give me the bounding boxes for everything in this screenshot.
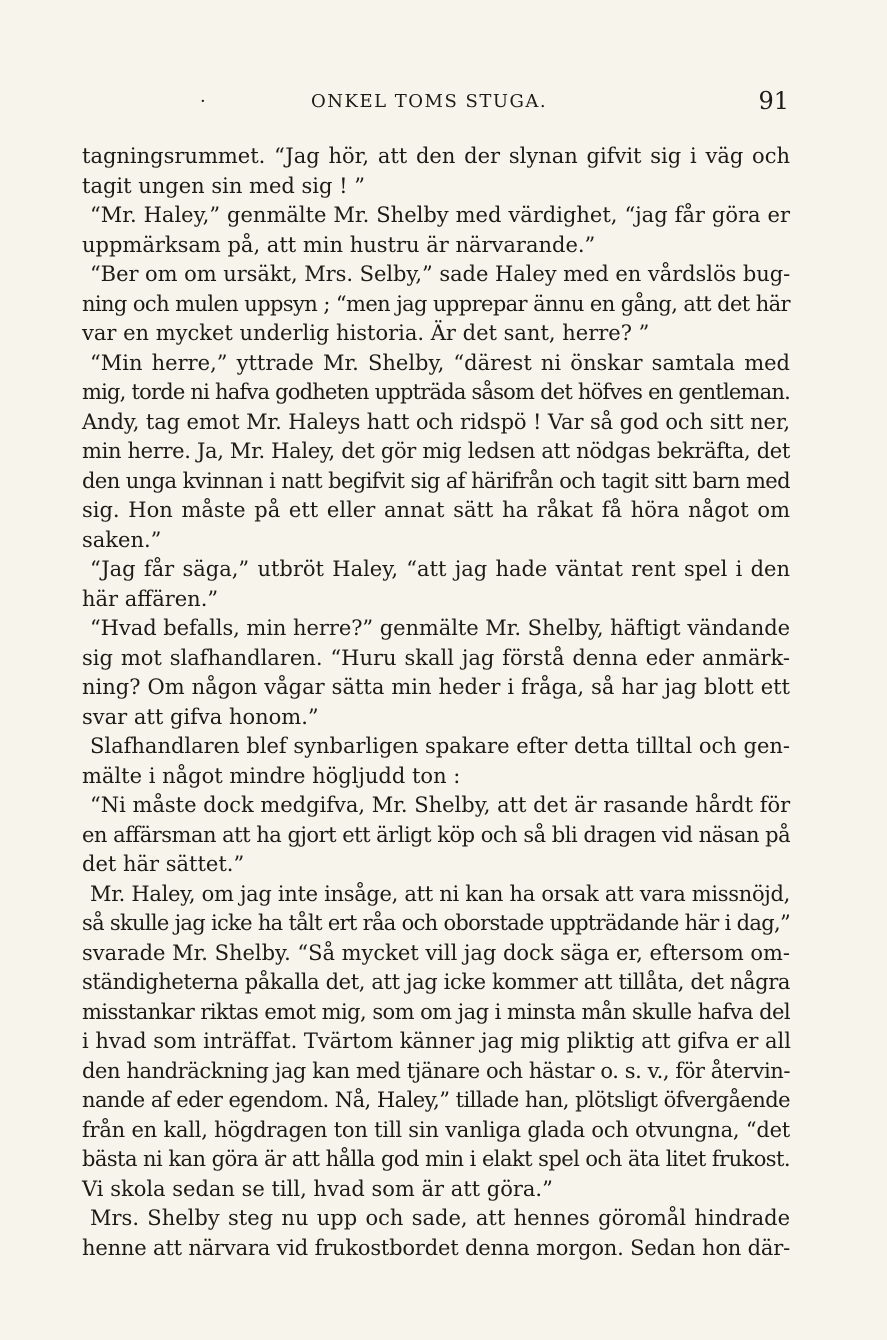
text-line: uppmärksam på, att min hustru är närvarande.”: [82, 232, 596, 257]
text-line: “Ni måste dock medgifva, Mr. Shelby, att det är rasande hårdt för: [90, 793, 791, 817]
text-line: tagningsrummet. “Jag hör, att den der slynan gifvit sig i väg och: [82, 144, 790, 168]
text-line: det här sättet.”: [82, 852, 245, 876]
text-line: ständigheterna påkalla det, att jag icke kommer att tillåta, det några: [82, 970, 790, 994]
text-line: sig. Hon måste på ett eller annat sätt ha råkat få höra något om: [82, 498, 790, 522]
text-line: henne att närvara vid frukostbordet denna morgon. Sedan hon där-: [82, 1235, 790, 1260]
text-line: Mr. Haley, om jag inte insåge, att ni kan ha orsak att vara missnöjd,: [90, 881, 790, 906]
text-line: Andy, tag emot Mr. Haleys hatt och ridspö ! Var så god och sitt ner,: [82, 409, 790, 434]
text-line: “Ber om om ursäkt, Mrs. Selby,” sade Haley med en vårdslös bug-: [90, 262, 791, 286]
text-line: var en mycket underlig historia. Är det sant, herre? ”: [82, 321, 650, 345]
page-number: 91: [758, 87, 789, 115]
text-line: min herre. Ja, Mr. Haley, det gör mig ledsen att nödgas bekräfta, det: [82, 439, 790, 463]
body-text: [82, 142, 790, 1263]
text-line: saken.”: [82, 527, 162, 552]
header-dot: ·: [200, 91, 206, 112]
text-line: mig, torde ni hafva godheten uppträda såsom det höfves en gentleman.: [82, 380, 790, 404]
text-line: ning? Om någon vågar sätta min heder i fråga, så har jag blott ett: [82, 675, 790, 699]
text-line: “Min herre,” yttrade Mr. Shelby, “därest ni önskar samtala med: [90, 350, 790, 375]
text-line: så skulle jag icke ha tålt ert råa och oborstade uppträdande här i dag,”: [82, 911, 790, 935]
text-line: Vi skola sedan se till, hvad som är att göra.”: [82, 1176, 553, 1201]
running-title: ONKEL TOMS STUGA.: [311, 91, 548, 112]
text-line: nande af eder egendom. Nå, Haley,” tillade han, plötsligt öfvergående: [82, 1088, 790, 1112]
text-line: i hvad som inträffat. Tvärtom känner jag mig pliktig att gifva er all: [82, 1029, 791, 1053]
text-line: den unga kvinnan i natt begifvit sig af härifrån och tagit sitt barn med: [82, 468, 790, 493]
page-header: [82, 89, 789, 123]
text-line: ning och mulen uppsyn ; “men jag upprepar ännu en gång, att det här: [82, 291, 790, 316]
text-line: “Jag får säga,” utbröt Haley, “att jag hade väntat rent spel i den: [90, 557, 790, 581]
text-line: här affären.”: [82, 586, 219, 611]
text-line: tagit ungen sin med sig ! ”: [82, 173, 365, 198]
text-line: bästa ni kan göra är att hålla god min i elakt spel och äta litet frukost.: [82, 1147, 790, 1171]
text-line: den handräckning jag kan med tjänare och hästar o. s. v., för återvin-: [82, 1058, 790, 1083]
text-line: Mrs. Shelby steg nu upp och sade, att hennes göromål hindrade: [90, 1206, 790, 1230]
text-line: misstankar riktas emot mig, som om jag i minsta mån skulle hafva del: [82, 999, 790, 1024]
text-line: från en kall, högdragen ton till sin vanliga glada och otvungna, “det: [82, 1117, 790, 1142]
text-line: svarade Mr. Shelby. “Så mycket vill jag dock säga er, eftersom om-: [82, 940, 790, 965]
text-line: “Mr. Haley,” genmälte Mr. Shelby med värdighet, “jag får göra er: [90, 203, 790, 227]
text-line: sig mot slafhandlaren. “Huru skall jag förstå denna eder anmärk-: [82, 645, 790, 670]
text-line: “Hvad befalls, min herre?” genmälte Mr. Shelby, häftigt vändande: [90, 616, 790, 640]
text-line: svar att gifva honom.”: [82, 704, 319, 729]
text-line: mälte i något mindre högljudd ton :: [82, 763, 461, 788]
text-line: Slafhandlaren blef synbarligen spakare efter detta tilltal och gen-: [90, 734, 790, 758]
text-line: en affärsman att ha gjort ett ärligt köp och så bli dragen vid näsan på: [82, 822, 791, 847]
